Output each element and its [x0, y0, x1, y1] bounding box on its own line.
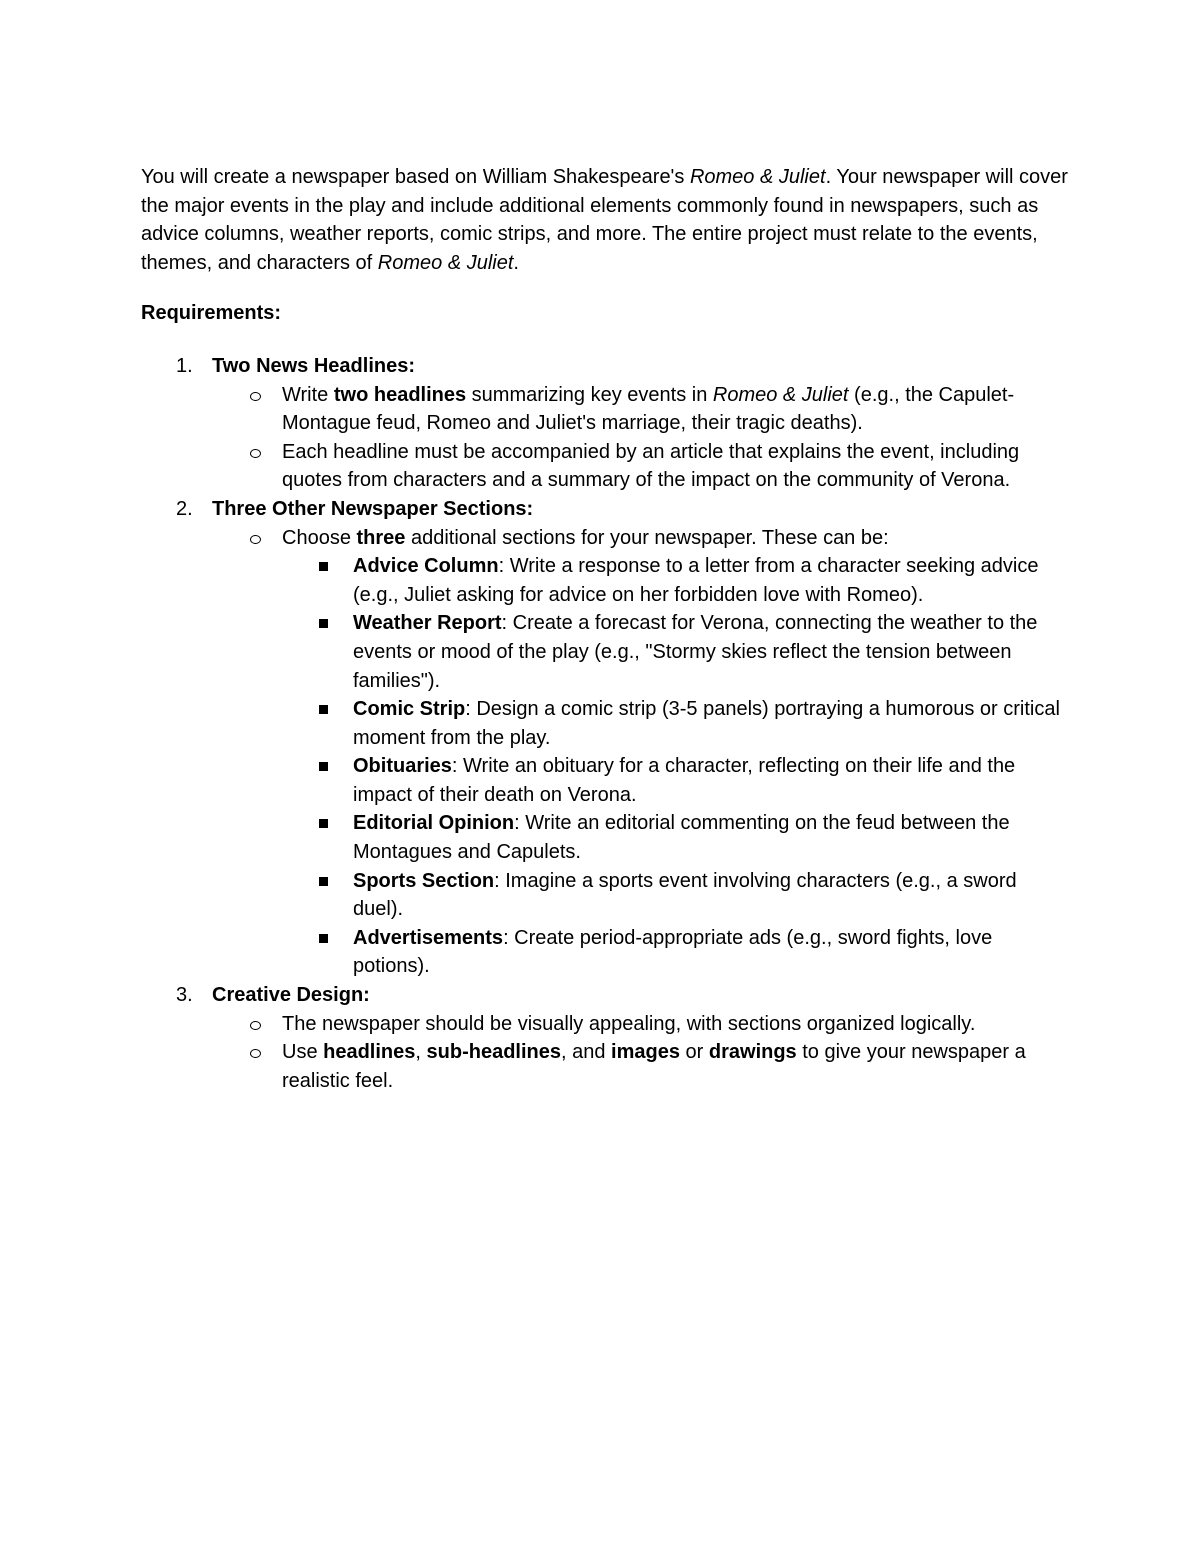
sub-item: [212, 1010, 1071, 1039]
section-option: [282, 924, 1071, 981]
sub-text: The newspaper should be visually appealing, with sections organized logically.: [282, 1012, 976, 1035]
sub-item: [212, 524, 1071, 982]
requirement-item: [141, 495, 1071, 981]
sub-text: or: [679, 1041, 709, 1064]
sub-text: (e.g., the Capulet-Montague feud, Romeo and Juliet's marriage, their tragic deaths).: [282, 383, 1015, 435]
intro-text: You will create a newspaper based on William Shakespeare's: [141, 166, 690, 188]
sub-text: Choose: [282, 526, 357, 549]
sub-text: to give your newspaper a realistic feel.: [282, 1041, 1026, 1092]
section-option: [282, 695, 1071, 752]
play-title: Romeo & Juliet: [689, 166, 826, 188]
section-description: : Write an editorial commenting on the feud between the Montagues and Capulets.: [353, 812, 1010, 864]
sub-text: summarizing key events in: [466, 383, 713, 406]
section-name: Editorial Opinion: [353, 812, 515, 835]
section-name: Comic Strip: [353, 698, 466, 721]
requirements-list: [141, 352, 1071, 1095]
play-title: Romeo & Juliet: [712, 383, 849, 406]
section-name: Weather Report: [353, 612, 502, 635]
emphasis-text: sub-headlines: [426, 1041, 561, 1064]
play-title: Romeo & Juliet: [377, 251, 514, 274]
sub-list: [212, 381, 1071, 495]
section-name: Sports Section: [353, 869, 495, 892]
square-bullet-icon: [319, 762, 328, 771]
section-option: [282, 609, 1071, 695]
section-description: : Write a response to a letter from a character seeking advice (e.g., Juliet asking for advice on her forbidden love with Romeo).: [353, 555, 1039, 606]
sub-item: [212, 1038, 1071, 1095]
emphasis-text: two headlines: [333, 383, 467, 406]
emphasis-text: three: [356, 526, 406, 549]
circle-bullet-icon: [250, 1021, 261, 1030]
section-description: : Imagine a sports event involving characters (e.g., a sword duel).: [353, 869, 1017, 921]
intro-paragraph: [141, 163, 1071, 277]
intro-text: .: [513, 251, 519, 274]
square-bullet-icon: [319, 877, 328, 886]
section-description: : Write an obituary for a character, reflecting on their life and the impact of their death on Verona.: [353, 755, 1016, 806]
section-option: [282, 809, 1071, 866]
document-page: [141, 163, 1071, 1095]
section-description: : Design a comic strip (3-5 panels) portraying a humorous or critical moment from the play.: [353, 698, 1060, 749]
item-number: 2.: [176, 497, 193, 520]
section-name: Obituaries: [353, 755, 452, 778]
sub-item: [212, 381, 1071, 438]
section-option: [282, 552, 1071, 609]
section-description: : Create period-appropriate ads (e.g., sword fights, love potions).: [353, 926, 993, 978]
emphasis-text: drawings: [708, 1041, 797, 1064]
section-option: [282, 867, 1071, 924]
sub-text: Each headline must be accompanied by an article that explains the event, including quotes from characters and a summary of the impact on the community of Verona.: [282, 440, 1020, 492]
requirements-heading: Requirements:: [141, 302, 282, 325]
circle-bullet-icon: [250, 535, 261, 544]
section-name: Advice Column: [353, 555, 499, 578]
item-title: Creative Design:: [212, 984, 370, 1007]
requirement-item: [141, 981, 1071, 1095]
item-number: 1.: [176, 354, 193, 377]
item-title: Three Other Newspaper Sections:: [212, 497, 534, 520]
circle-bullet-icon: [250, 392, 261, 401]
section-options-list: [282, 552, 1071, 981]
sub-item: [212, 438, 1071, 495]
emphasis-text: images: [611, 1041, 680, 1064]
section-option: [282, 752, 1071, 809]
sub-text: Write: [282, 383, 334, 406]
intro-text: . Your newspaper will cover the major events in the play and include additional elements commonly found in newspapers, such as advice columns, weather reports, comic strips, and more. The entire project must relate to the events, themes, and characters of: [141, 166, 1068, 274]
square-bullet-icon: [319, 819, 328, 828]
item-number: 3.: [176, 984, 193, 1007]
section-description: : Create a forecast for Verona, connecting the weather to the events or mood of the play (e.g., "Stormy skies reflect the tension between families").: [353, 612, 1038, 692]
square-bullet-icon: [319, 562, 328, 571]
emphasis-text: headlines: [323, 1041, 416, 1064]
sub-text: , and: [561, 1041, 612, 1064]
circle-bullet-icon: [250, 1049, 261, 1058]
sub-text: ,: [415, 1041, 427, 1064]
section-name: Advertisements: [353, 926, 504, 949]
circle-bullet-icon: [250, 449, 261, 458]
square-bullet-icon: [319, 934, 328, 943]
sub-text: additional sections for your newspaper. These can be:: [405, 526, 889, 549]
square-bullet-icon: [319, 705, 328, 714]
item-title: Two News Headlines:: [212, 354, 416, 377]
square-bullet-icon: [319, 619, 328, 628]
sub-list: [212, 1010, 1071, 1096]
requirement-item: [141, 352, 1071, 495]
sub-text: Use: [282, 1041, 324, 1064]
sub-list: [212, 524, 1071, 982]
